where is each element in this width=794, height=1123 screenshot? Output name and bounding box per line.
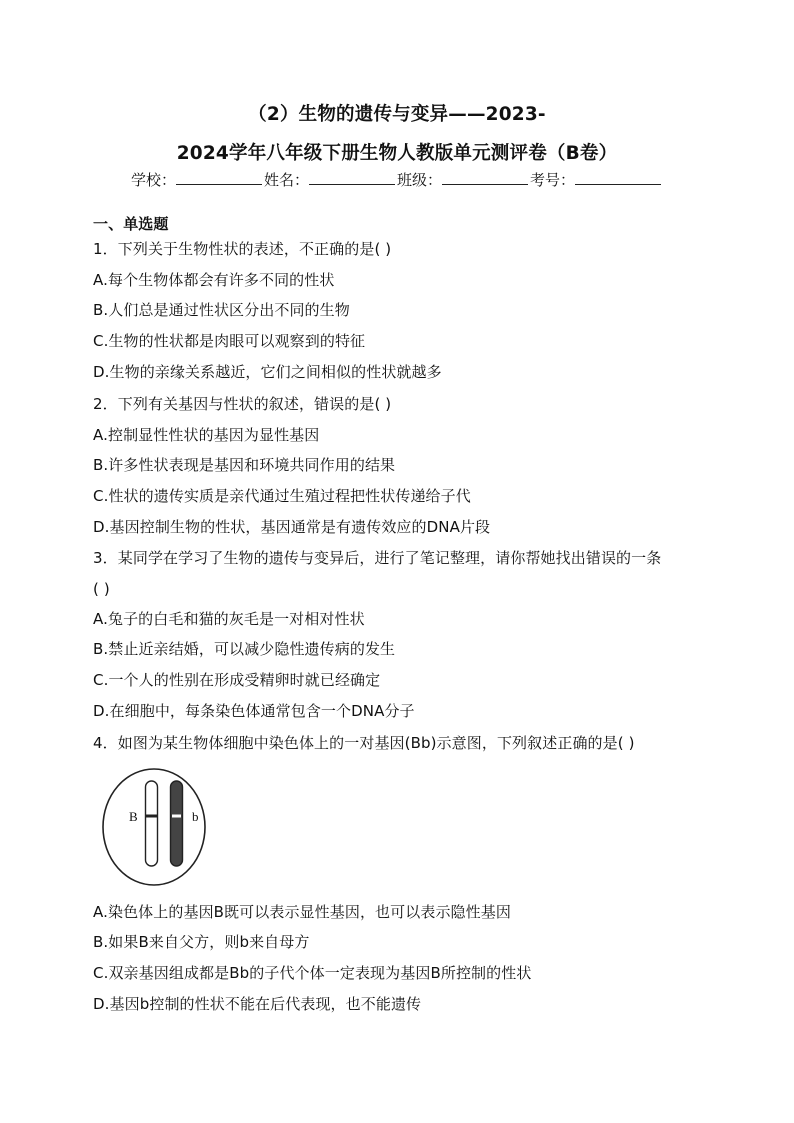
question-2-stem: 2．下列有关基因与性状的叙述，错误的是( ) (93, 395, 392, 413)
class-field[interactable] (442, 170, 528, 185)
exam-title-line-2: 2024学年八年级下册生物人教版单元测评卷（B卷） (176, 143, 618, 164)
chromosome-gene-diagram (101, 767, 207, 891)
question-4-option-b: B.如果B来自父方，则b来自母方 (93, 933, 310, 951)
gene-label-upper-b: B (129, 809, 138, 824)
question-1-stem: 1．下列关于生物性状的表述，不正确的是( ) (93, 240, 392, 258)
name-field[interactable] (309, 170, 395, 185)
question-4-stem: 4．如图为某生物体细胞中染色体上的一对基因(Bb)示意图，下列叙述正确的是( ) (93, 734, 635, 752)
question-3-stem-continued: ( ) (93, 580, 110, 598)
chromosome-left (146, 781, 158, 866)
section-title: 一、单选题 (93, 215, 169, 233)
question-2-option-a: A.控制显性性状的基因为显性基因 (93, 426, 320, 444)
question-2-option-c: C.性状的遗传实质是亲代通过生殖过程把性状传递给子代 (93, 487, 471, 505)
exam-number-label: 考号： (530, 171, 576, 189)
exam-number-field[interactable] (575, 170, 661, 185)
question-2-option-b: B.许多性状表现是基因和环境共同作用的结果 (93, 456, 396, 474)
question-4-option-d: D.基因b控制的性状不能在后代表现，也不能遗传 (93, 995, 422, 1013)
question-1-option-c: C.生物的性状都是肉眼可以观察到的特征 (93, 332, 366, 350)
school-field[interactable] (176, 170, 262, 185)
question-2-option-d: D.基因控制生物的性状，基因通常是有遗传效应的DNA片段 (93, 518, 491, 536)
gene-label-lower-b: b (192, 809, 199, 824)
name-label: 姓名： (263, 171, 309, 189)
question-4-option-c: C.双亲基因组成都是Bb的子代个体一定表现为基因B所控制的性状 (93, 964, 532, 982)
question-4-option-a: A.染色体上的基因B既可以表示显性基因，也可以表示隐性基因 (93, 903, 511, 921)
question-3-stem: 3．某同学在学习了生物的遗传与变异后，进行了笔记整理，请你帮她找出错误的一条 (93, 549, 662, 567)
question-3-option-b: B.禁止近亲结婚，可以减少隐性遗传病的发生 (93, 640, 396, 658)
student-info-row (0, 169, 794, 191)
chromosome-right (171, 781, 183, 866)
question-1-option-a: A.每个生物体都会有许多不同的性状 (93, 271, 335, 289)
question-1-option-b: B.人们总是通过性状区分出不同的生物 (93, 301, 350, 319)
school-label: 学校： (130, 171, 176, 189)
question-3-option-d: D.在细胞中，每条染色体通常包含一个DNA分子 (93, 702, 415, 720)
question-1-option-d: D.生物的亲缘关系越近，它们之间相似的性状就越多 (93, 363, 442, 381)
question-3-option-a: A.兔子的白毛和猫的灰毛是一对相对性状 (93, 610, 365, 628)
question-3-option-c: C.一个人的性别在形成受精卵时就已经确定 (93, 671, 381, 689)
exam-title-line-1: （2）生物的遗传与变异——2023- (248, 104, 546, 125)
class-label: 班级： (397, 171, 443, 189)
